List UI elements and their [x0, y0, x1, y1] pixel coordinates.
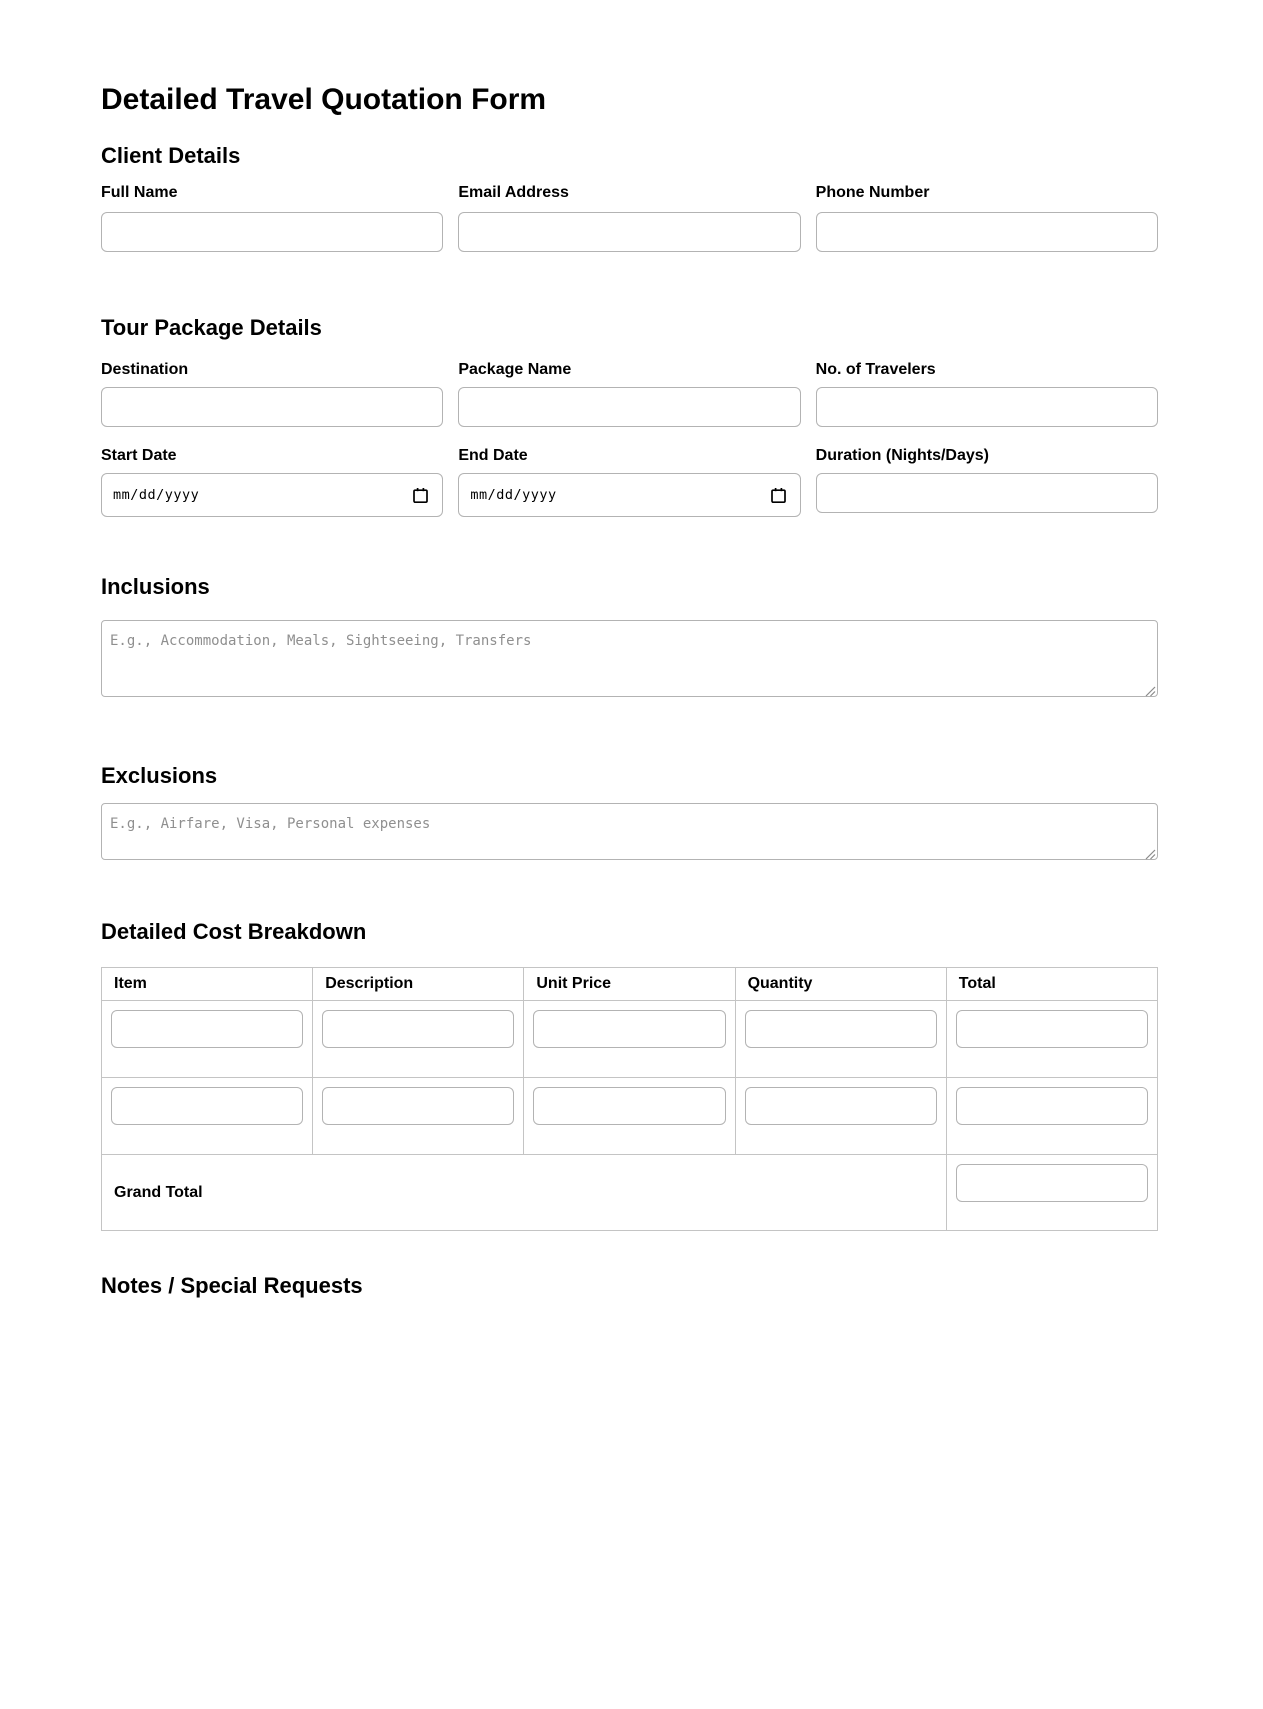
end-date-label: End Date	[458, 447, 528, 464]
row2-item-input[interactable]	[111, 1087, 303, 1125]
resize-grip-icon[interactable]	[1145, 684, 1156, 695]
client-details-input-row	[101, 212, 1158, 252]
col-header-description: Description	[313, 968, 524, 1001]
destination-input[interactable]	[101, 387, 443, 427]
cost-table-row	[102, 1078, 1158, 1155]
end-date-value: mm/dd/yyyy	[470, 487, 557, 503]
phone-number-label: Phone Number	[815, 184, 930, 201]
email-address-label: Email Address	[458, 184, 569, 201]
start-date-label: Start Date	[101, 447, 177, 464]
row2-description-input[interactable]	[322, 1087, 514, 1125]
col-header-total: Total	[946, 968, 1157, 1001]
row1-description-input[interactable]	[322, 1010, 514, 1048]
row1-unit-price-input[interactable]	[533, 1010, 725, 1048]
col-header-quantity: Quantity	[735, 968, 946, 1001]
section-inclusions	[101, 574, 1158, 697]
start-date-input[interactable]	[101, 473, 443, 517]
client-details-label-row	[101, 184, 1158, 202]
section-client-details	[101, 143, 1158, 252]
col-header-item: Item	[102, 968, 313, 1001]
tour-package-input-row-2	[101, 473, 1158, 517]
package-name-label: Package Name	[458, 361, 572, 378]
destination-label: Destination	[101, 361, 189, 378]
travelers-label: No. of Travelers	[815, 361, 936, 378]
tour-package-heading: Tour Package Details	[101, 315, 322, 340]
inclusions-textarea[interactable]	[101, 620, 1158, 697]
tour-package-input-row-1	[101, 387, 1158, 427]
section-notes	[101, 1273, 1158, 1299]
duration-input[interactable]	[816, 473, 1158, 513]
col-header-unit-price: Unit Price	[524, 968, 735, 1001]
resize-grip-icon[interactable]	[1145, 847, 1156, 858]
cost-table-header-row	[102, 968, 1158, 1001]
travel-quotation-form	[0, 83, 1263, 1339]
cost-table-row	[102, 1001, 1158, 1078]
exclusions-textarea[interactable]	[101, 803, 1158, 860]
duration-label: Duration (Nights/Days)	[815, 447, 989, 464]
inclusions-heading: Inclusions	[101, 574, 210, 599]
cost-breakdown-heading: Detailed Cost Breakdown	[101, 919, 367, 944]
row1-item-input[interactable]	[111, 1010, 303, 1048]
section-exclusions	[101, 763, 1158, 860]
inclusions-textarea-wrap	[101, 620, 1158, 697]
row1-quantity-input[interactable]	[745, 1010, 937, 1048]
grand-total-row	[102, 1155, 1158, 1231]
calendar-icon[interactable]	[770, 487, 787, 504]
exclusions-heading: Exclusions	[101, 763, 218, 788]
end-date-input[interactable]	[458, 473, 800, 517]
row2-unit-price-input[interactable]	[533, 1087, 725, 1125]
page-title: Detailed Travel Quotation Form	[101, 83, 547, 116]
calendar-icon[interactable]	[412, 487, 429, 504]
client-details-heading: Client Details	[101, 143, 241, 168]
exclusions-textarea-wrap	[101, 803, 1158, 860]
row2-quantity-input[interactable]	[745, 1087, 937, 1125]
travelers-input[interactable]	[816, 387, 1158, 427]
phone-number-input[interactable]	[816, 212, 1158, 252]
section-tour-package-details	[101, 315, 1158, 517]
tour-package-label-row-1	[101, 361, 1158, 379]
grand-total-input[interactable]	[956, 1164, 1148, 1202]
row2-total-input[interactable]	[956, 1087, 1148, 1125]
grand-total-label: Grand Total	[102, 1155, 947, 1231]
tour-package-label-row-2	[101, 447, 1158, 465]
row1-total-input[interactable]	[956, 1010, 1148, 1048]
start-date-value: mm/dd/yyyy	[113, 487, 200, 503]
section-cost-breakdown	[101, 919, 1158, 1231]
full-name-input[interactable]	[101, 212, 443, 252]
cost-breakdown-table	[101, 967, 1158, 1231]
notes-heading: Notes / Special Requests	[101, 1273, 363, 1298]
full-name-label: Full Name	[101, 184, 178, 201]
package-name-input[interactable]	[458, 387, 800, 427]
email-address-input[interactable]	[458, 212, 800, 252]
